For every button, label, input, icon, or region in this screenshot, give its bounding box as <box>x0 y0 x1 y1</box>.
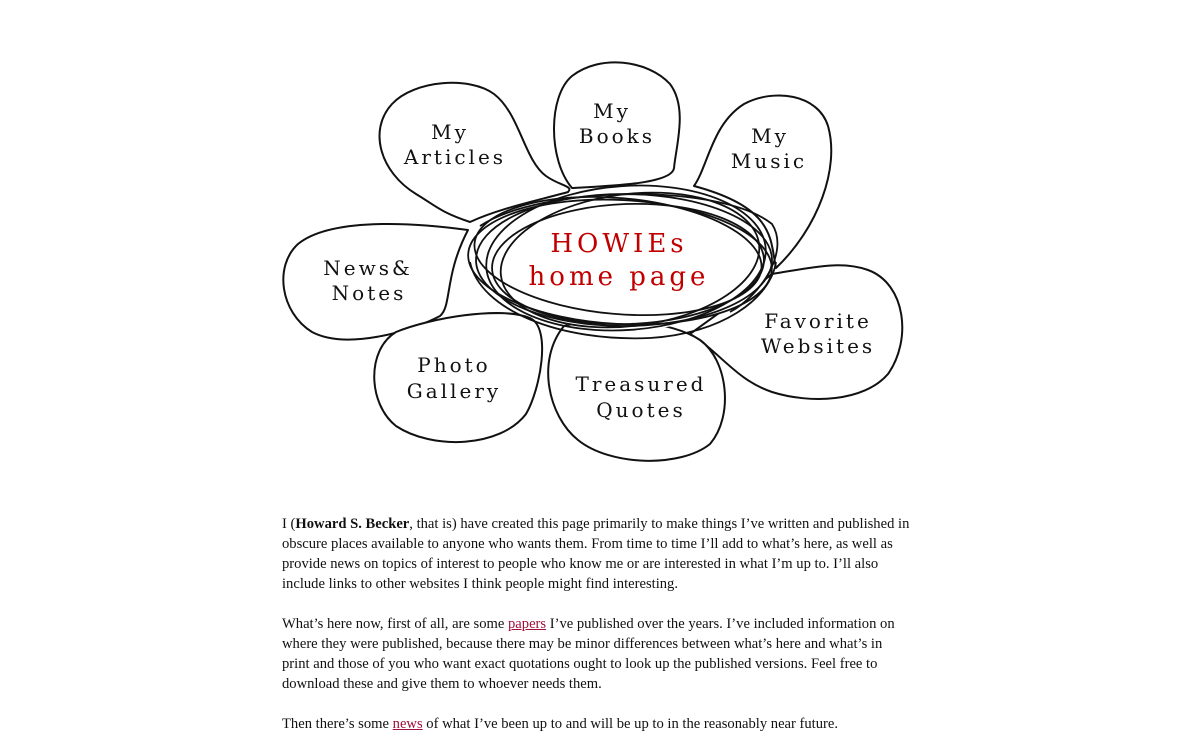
my-music-label-line2: Music <box>730 149 808 173</box>
p3-prefix: Then there’s some <box>282 716 393 732</box>
p3-rest: of what I’ve been up to and will be up to in the reasonably near future. <box>422 716 839 732</box>
my-articles-label-line1: My <box>431 120 469 144</box>
my-books-label-line1: My <box>593 99 631 123</box>
photo-gallery-link[interactable] <box>374 313 542 442</box>
treasured-quotes-label-line1: Treasured <box>575 372 707 396</box>
papers-link[interactable]: papers <box>508 616 547 632</box>
treasured-quotes-link[interactable] <box>548 320 725 461</box>
center-title-line1: HOWIEs <box>550 229 688 259</box>
p1-rest: , that is) have created this page primarily to make things I’ve written and published in obscure places available to anyone who wants them. From time to time I’ll add to what’s here, as well as provide news on topics of interest to people who know me or are interested in what I’m up to. I’ll also include links to other websites I think people might find interesting. <box>282 516 910 592</box>
p1-prefix: I ( <box>282 516 296 532</box>
intro-text <box>282 514 910 740</box>
intro-paragraph-3 <box>282 714 910 734</box>
my-books-link[interactable] <box>554 62 680 188</box>
news-notes-label-line1: News& <box>323 256 413 280</box>
my-books-label-line2: Books <box>578 124 656 148</box>
favorite-websites-label-line1: Favorite <box>764 309 872 333</box>
favorite-websites-label-line2: Websites <box>760 334 876 358</box>
my-music-label-line1: My <box>751 124 789 148</box>
my-articles-label-line2: Articles <box>403 145 507 169</box>
treasured-quotes-label-line2: Quotes <box>596 398 686 422</box>
intro-paragraph-1 <box>282 514 910 594</box>
news-link[interactable]: news <box>392 716 423 732</box>
p2-prefix: What’s here now, first of all, are some <box>282 616 508 632</box>
p2-rest: I’ve published over the years. I’ve included information on where they were published, because there may be minor differences between what’s here and what’s in print and those of you who want exact quotations ought to look up the published versions. Feel free to download these and give them to whoever needs them. <box>282 616 895 692</box>
photo-gallery-label-line2: Gallery <box>406 379 502 403</box>
author-name: Howard S. Becker <box>295 516 410 532</box>
center-title-line2: home page <box>528 262 710 292</box>
news-notes-label-line2: Notes <box>331 281 407 305</box>
photo-gallery-label-line1: Photo <box>417 353 491 377</box>
intro-paragraph-2 <box>282 614 910 694</box>
